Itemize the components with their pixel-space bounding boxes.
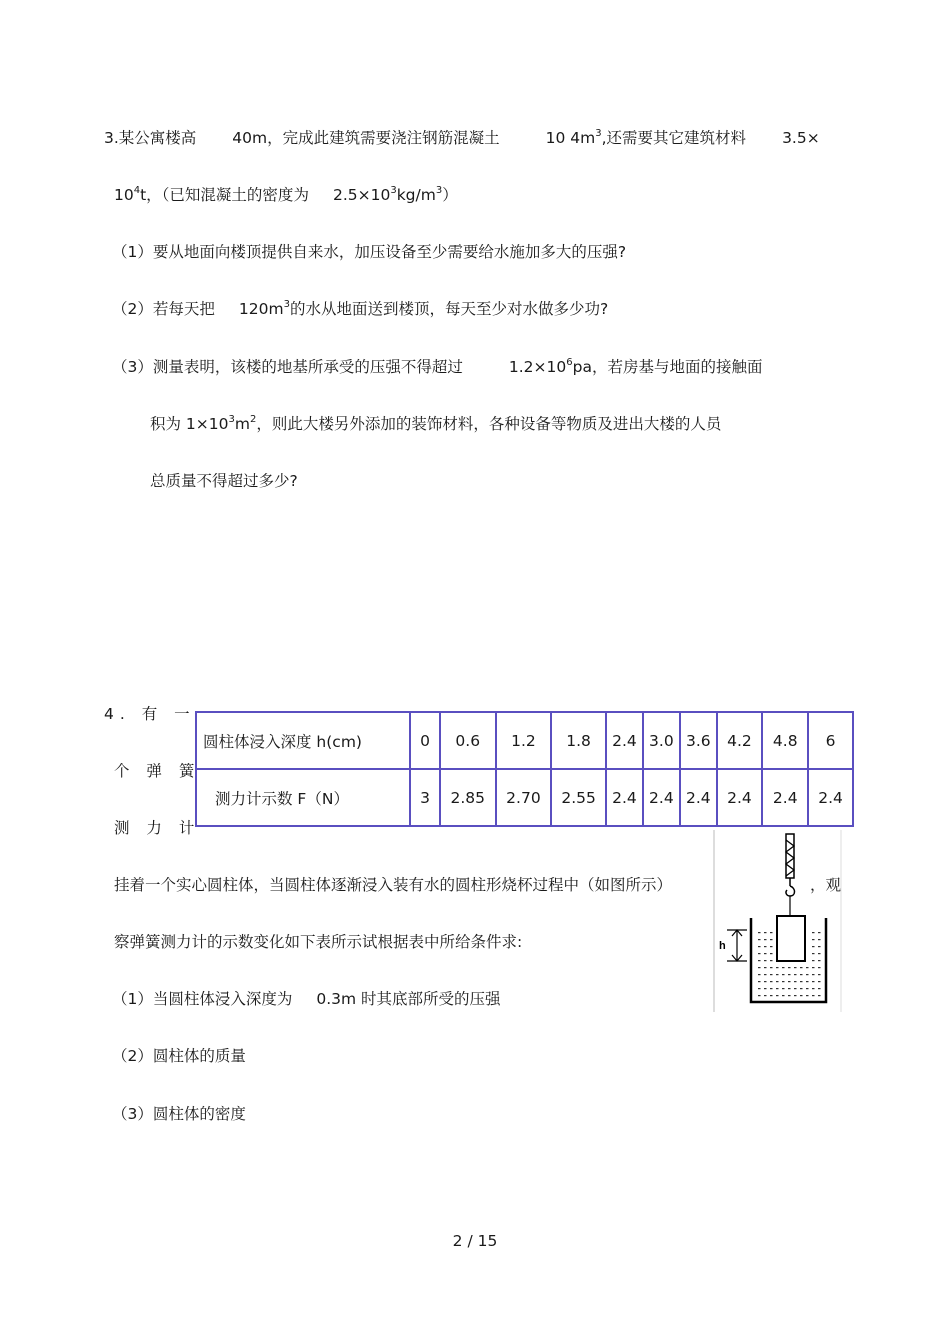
depth-label: h <box>719 940 726 952</box>
q3-text: 3.某公寓楼高 <box>104 129 197 147</box>
table-cell: 3.6 <box>680 712 716 769</box>
q4-sub3: （3）圆柱体的密度 <box>112 1105 246 1123</box>
q3-text: 3.5× <box>782 129 820 147</box>
q4-line1 <box>114 874 672 896</box>
q3-text: 1.2×10 <box>508 358 567 376</box>
q3-line2 <box>114 184 458 206</box>
q3-sup: 3 <box>228 413 235 425</box>
table-row-force <box>196 769 853 826</box>
q3-line1 <box>104 127 820 149</box>
q3-sup: 6 <box>566 356 573 368</box>
table-cell: 2.55 <box>551 769 606 826</box>
table-cell: 0.6 <box>440 712 496 769</box>
q3-sup: 3 <box>435 184 443 196</box>
q4-line1-tail: ，观 <box>810 876 842 894</box>
q3-text: pa，若房基与地面的接触面 <box>572 358 763 376</box>
table-row-depth <box>196 712 853 769</box>
q3-text: （2）若每天把 <box>112 300 215 318</box>
cylinder <box>777 916 805 961</box>
spring-scale-figure <box>713 830 843 1012</box>
q3-sub1: （1）要从地面向楼顶提供自来水，加压设备至少需要给水施加多大的压强? <box>112 243 627 261</box>
table-cell: 2.85 <box>440 769 496 826</box>
table-cell: 1.8 <box>551 712 606 769</box>
q3-text: 2.5×10 <box>332 186 391 204</box>
q3-text: 40m，完成此建筑需要浇注钢筋混凝土 <box>232 129 500 147</box>
q3-sub3-line2 <box>150 413 721 435</box>
q3-text: 的水从地面送到楼顶，每天至少对水做多少功? <box>289 300 609 318</box>
q3-text: m <box>234 415 250 433</box>
table-cell: 2.4 <box>808 769 853 826</box>
depth-marker <box>719 930 747 961</box>
q3-text: 10 4m <box>545 129 596 147</box>
q4-text: 挂着一个实心圆柱体，当圆柱体逐渐浸入装有水的圆柱形烧杯过程中（如图所示） <box>114 876 673 894</box>
data-table <box>195 711 854 827</box>
q3-text: ,还需要其它建筑材料 <box>601 129 747 147</box>
table-cell: 2.4 <box>643 769 680 826</box>
q3-sup: 3 <box>283 298 290 310</box>
spring-scale-icon <box>786 834 795 916</box>
q3-sub3-line1 <box>112 356 762 378</box>
table-cell: 4.2 <box>717 712 763 769</box>
q4-label-2: 个 弹 簧 <box>114 762 201 780</box>
table-cell: 2.4 <box>606 712 642 769</box>
q3-sup: 4 <box>133 184 141 196</box>
q3-sup: 2 <box>249 413 257 425</box>
table-cell: 1.2 <box>496 712 551 769</box>
table-cell: 2.4 <box>680 769 716 826</box>
q3-sup: 3 <box>390 184 397 196</box>
table-cell: 2.4 <box>717 769 763 826</box>
q4-sub2: （2）圆柱体的质量 <box>112 1047 246 1065</box>
q3-text: 120m <box>238 300 284 318</box>
q4-label-1: 4. 有 一 <box>104 705 196 723</box>
table-cell: 3.0 <box>643 712 680 769</box>
q3-sub3-line3: 总质量不得超过多少? <box>150 472 298 490</box>
q4-line2: 察弹簧测力计的示数变化如下表所示试根据表中所给条件求: <box>114 933 523 951</box>
table-cell: 2.4 <box>606 769 642 826</box>
q3-text: 10 <box>114 186 134 204</box>
table-cell: 2.4 <box>762 769 808 826</box>
q3-text: kg/m <box>396 186 436 204</box>
q4-text: （1）当圆柱体浸入深度为 <box>112 990 293 1008</box>
q4-label-3: 测 力 计 <box>114 819 201 837</box>
q3-text: t，（已知混凝土的密度为 <box>140 186 309 204</box>
page-number: 2 / 15 <box>452 1232 498 1250</box>
q3-text: ） <box>442 186 458 204</box>
q3-sub2 <box>112 298 608 320</box>
table-cell: 2.70 <box>496 769 551 826</box>
table-cell: 6 <box>808 712 853 769</box>
table-cell: 4.8 <box>762 712 808 769</box>
q3-text: ，则此大楼另外添加的装饰材料，各种设备等物质及进出大楼的人员 <box>256 415 722 433</box>
q3-sup: 3 <box>595 127 602 139</box>
q4-sub1 <box>112 988 501 1010</box>
table-header-force: 测力计示数 F（N） <box>196 769 410 826</box>
table-cell: 0 <box>410 712 439 769</box>
table-header-depth: 圆柱体浸入深度 h(cm) <box>196 712 410 769</box>
q3-text: （3）测量表明，该楼的地基所承受的压强不得超过 <box>112 358 463 376</box>
q4-text: 0.3m 时其底部所受的压强 <box>316 990 501 1008</box>
table-cell: 3 <box>410 769 439 826</box>
q3-text: 积为 1×10 <box>150 415 229 433</box>
